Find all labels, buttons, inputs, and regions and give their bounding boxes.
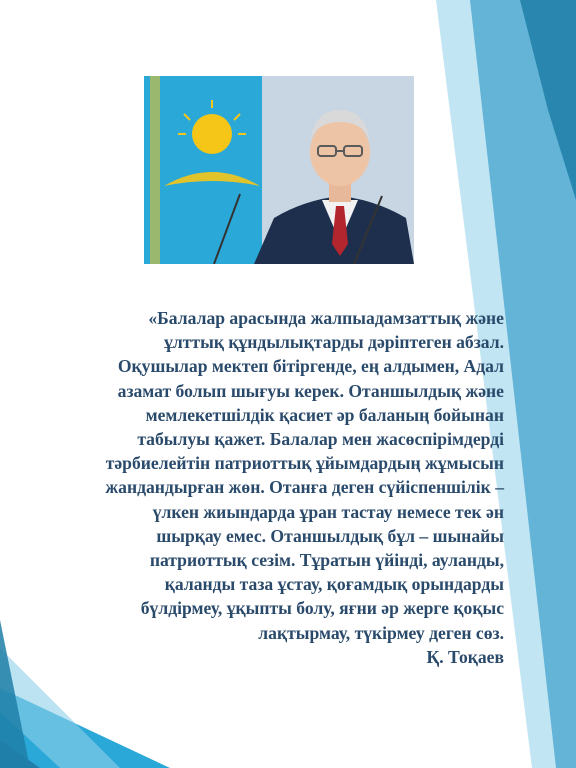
quote-line: бүлдірмеу, ұқыпты болу, яғни әр жерге қоқыс	[140, 598, 504, 619]
quote-line: ұлттық құндылықтарды дәріптеген абзал.	[164, 332, 504, 353]
quote-line: Оқушылар мектеп бітіргенде, ең алдымен, Адал	[117, 356, 504, 377]
quote-line: лақтырмау, түкірмеу деген сөз.	[258, 622, 504, 643]
quote-line: «Балалар арасында жалпыадамзаттық және	[148, 308, 504, 328]
quote-line: шырқау емес. Отаншылдық бұл – шынайы	[156, 525, 504, 546]
quote-line: патриоттық сезім. Тұратын үйінді, ауланды,	[149, 550, 504, 571]
quote-line: тәрбиелейтін патриоттық ұйымдардың жұмысын	[105, 453, 504, 474]
flag	[144, 76, 262, 264]
quote-line: табылуы қажет. Балалар мен жасөспірімдерді	[137, 429, 504, 450]
quote-line: мемлекетшілдік қасиет әр баланың бойынан	[145, 404, 504, 425]
quote-line: жандандырған жөн. Отанға деген сүйіспеншілік –	[105, 477, 504, 498]
quote-line: қаланды таза ұстау, қоғамдық орындарды	[164, 574, 504, 595]
quote-text	[10, 306, 504, 669]
quote-line: үлкен жиындарда ұран тастау немесе тек ән	[152, 501, 504, 522]
quote-line: азамат болып шығуы керек. Отаншылдық және	[117, 380, 504, 401]
quote-author: Қ. Тоқаев	[426, 646, 504, 667]
portrait-photo	[144, 76, 414, 264]
